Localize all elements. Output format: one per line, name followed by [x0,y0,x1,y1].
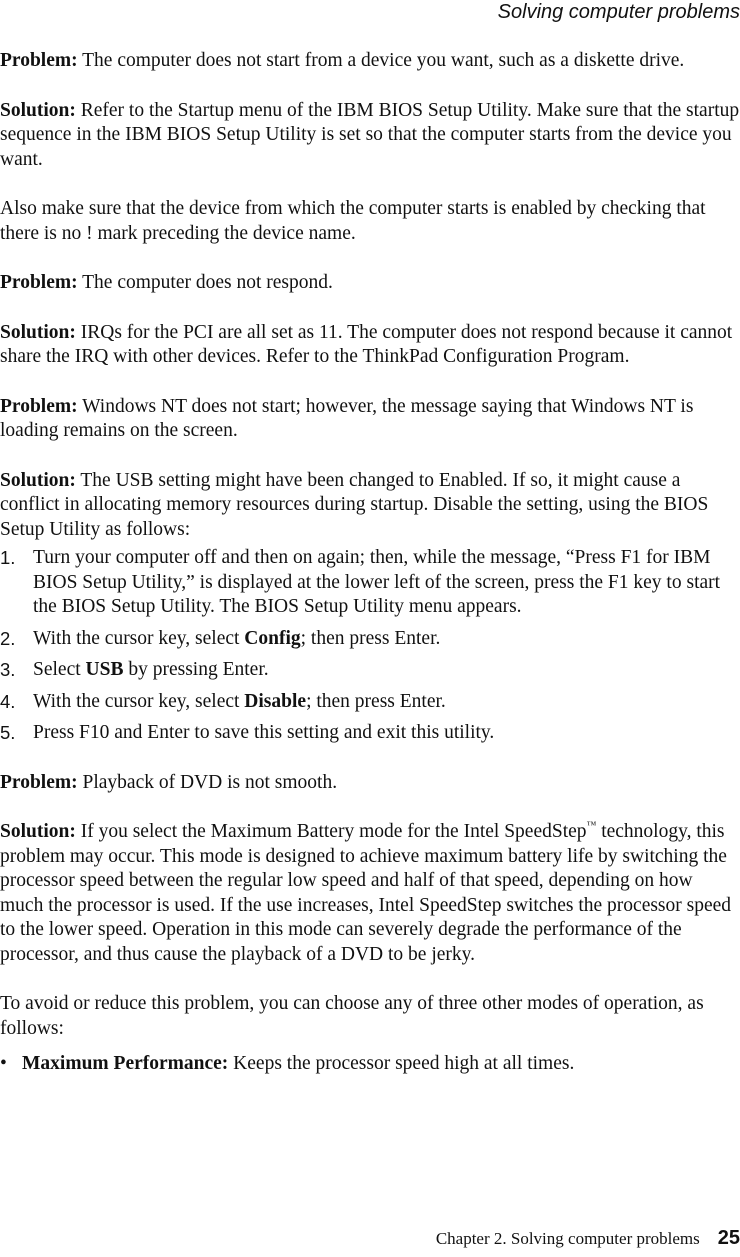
step-item [0,546,740,620]
bullet-text: Keeps the processor speed high at all times. [228,1053,575,1074]
problem-paragraph [0,771,740,796]
solution-text: Refer to the Startup menu of the IBM BIOS Setup Utility. Make sure that the startup sequence in the IBM BIOS Setup Utility is set so that the computer starts from the device you want. [0,99,740,170]
step-keyword: USB [85,659,124,680]
problem-text: Windows NT does not start; however, the message saying that Windows NT is loading remains on the screen. [0,395,694,441]
step-item [0,690,740,715]
problem-text: The computer does not respond. [77,272,333,293]
step-number: 1. [0,547,16,568]
problem-paragraph [0,49,740,74]
solution-label: Solution: [0,469,76,491]
step-text: With the cursor key, select [33,690,245,712]
solution-text: technology, this problem may occur. This mode is designed to achieve maximum battery life by switching the processor speed between the regular low speed and half of that speed, depending on how much the processor is used. If the use increases, Intel SpeedStep switches the processor speed to the lower speed. Operation in this mode can severely degrade the performance of the processor, and thus cause the playback of a DVD to be jerky. [0,821,732,965]
solution-paragraph [0,321,740,370]
step-text: by pressing Enter. [123,659,269,680]
running-header: Solving computer problems [497,1,740,23]
problem-label: Problem: [0,272,78,293]
steps-list [0,546,740,746]
step-item [0,658,740,683]
problem-paragraph [0,271,740,296]
step-number: 4. [0,690,16,712]
solution-paragraph [0,469,740,543]
bullet-item [0,1052,740,1077]
solution-label: Solution: [0,321,76,343]
step-keyword: Config [244,627,301,649]
solution-text: The USB setting might have been changed to Enabled. If so, it might cause a conflict in allocating memory resources during startup. Disable the setting, using the BIOS Setup Utility as follows: [0,469,709,540]
step-item [0,721,740,746]
step-text: Select [33,659,86,680]
solution-text: IRQs for the PCI are all set as 11. The computer does not respond because it cannot share the IRQ with other devices. Refer to the ThinkPad Configuration Program. [0,321,733,367]
step-text: ; then press Enter. [306,690,446,712]
body-paragraph: Also make sure that the device from which the computer starts is enabled by checking that there is no ! mark preceding the device name. [0,198,706,244]
step-text: Turn your computer off and then on again; then, while the message, “Press F1 for IBM BIOS Setup Utility,” is displayed at the lower left of the screen, press the F1 key to start the BIOS Setup Utility. The BIOS Setup Utility menu appears. [33,547,721,617]
problem-paragraph [0,395,740,444]
step-number: 2. [0,627,16,649]
step-text: ; then press Enter. [300,627,441,649]
step-text: With the cursor key, select [33,627,245,649]
step-number: 5. [0,722,16,743]
solution-label: Solution: [0,821,76,842]
problem-text: The computer does not start from a device you want, such as a diskette drive. [77,50,685,71]
bullet-label: Maximum Performance: [22,1053,229,1074]
step-item [0,627,740,652]
chapter-title: Chapter 2. Solving computer problems [435,1228,700,1248]
step-number: 3. [0,659,16,680]
solution-label: Solution: [0,99,76,121]
step-text: Press F10 and Enter to save this setting and exit this utility. [33,722,495,743]
trademark-symbol: ™ [586,820,597,831]
solution-paragraph [0,99,740,173]
bullet-marker: • [0,1053,7,1074]
bullet-list [0,1052,740,1077]
step-keyword: Disable [244,690,307,712]
solution-paragraph [0,820,740,967]
problem-label: Problem: [0,50,78,71]
body-paragraph: To avoid or reduce this problem, you can choose any of three other modes of operation, as follows: [0,993,704,1039]
solution-text: If you select the Maximum Battery mode for the Intel SpeedStep [75,821,587,842]
problem-text: Playback of DVD is not smooth. [77,771,338,793]
problem-label: Problem: [0,395,78,417]
page-body [0,49,740,1077]
problem-label: Problem: [0,771,78,793]
page-footer [436,1226,740,1252]
page-number: 25 [717,1226,740,1249]
